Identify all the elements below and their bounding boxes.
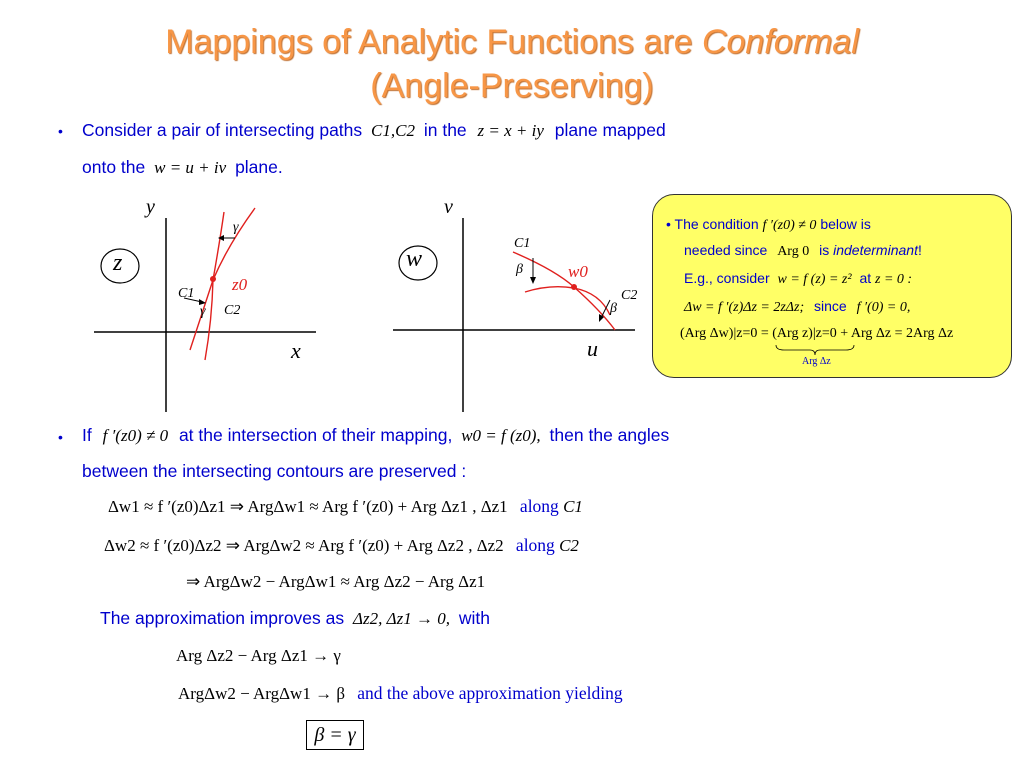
para1-text4: onto the: [82, 157, 146, 177]
eq2-along: along: [515, 535, 555, 555]
equation-1: [108, 496, 583, 517]
gamma-label-top: γ: [233, 220, 239, 235]
note-l3b: w = f (z) = z²: [777, 272, 852, 287]
w-c1-label: C1: [514, 236, 531, 251]
para1-text5: plane.: [235, 157, 283, 177]
note-line-1: [666, 216, 871, 234]
eq1-math: Δw1 ≈ f ′(z0)Δz1 ⇒ ArgΔw1 ≈ Arg f ′(z0) + Arg Δz1 , Δz1: [108, 497, 508, 516]
approx-line: [100, 608, 490, 629]
note-l3c: at: [859, 270, 872, 286]
eq1-c: C1: [563, 497, 583, 516]
z0-label: z0: [232, 275, 248, 294]
eq1-along: along: [519, 496, 559, 516]
title-text: Mappings of Analytic Functions are: [165, 23, 702, 61]
para1-text1: Consider a pair of intersecting paths: [82, 120, 363, 140]
w0-point: [571, 284, 577, 290]
para2-text2: then the angles: [549, 425, 670, 445]
note-l3a: E.g., consider: [684, 270, 770, 286]
approx-a: The approximation improves as: [100, 608, 345, 628]
w0-label: w0: [568, 262, 588, 281]
z0-point: [210, 276, 216, 282]
curve-c1: [213, 212, 224, 280]
note-l2c: is: [819, 242, 830, 258]
z-axis-x-label: x: [291, 338, 301, 363]
underbrace: [774, 344, 856, 356]
approx-b: with: [458, 608, 490, 628]
note-l2b: Arg 0: [777, 244, 810, 259]
para1-line2: [82, 157, 283, 178]
beta-arrowhead-left: [530, 277, 536, 284]
title-line-1: [0, 20, 1024, 64]
note-l3d: z = 0 :: [875, 272, 913, 287]
para2-text1: at the intersection of their mapping,: [178, 425, 453, 445]
note-line-4: [684, 298, 910, 316]
beta-label-right: β: [610, 301, 617, 316]
title-line-2: (Angle-Preserving): [370, 67, 654, 105]
note-l6: Arg Δz: [802, 356, 831, 367]
equation-4: Arg Δz2 − Arg Δz1 → γ: [176, 646, 341, 665]
note-bullet: •: [666, 216, 671, 232]
title-italic: Conformal: [701, 23, 859, 61]
w-axis-v-label: v: [444, 196, 453, 218]
note-l1c: below is: [820, 216, 871, 232]
equation-2: [104, 535, 579, 556]
note-l2d: indeterminant: [833, 242, 918, 258]
eq2-c: C2: [559, 536, 579, 555]
z-c1-label: C1: [178, 286, 195, 301]
para1-text3: plane mapped: [554, 120, 666, 140]
bullet-1: •: [58, 123, 63, 139]
w-axis-u-label: u: [587, 336, 598, 361]
gamma-label-bottom: γ: [200, 304, 206, 319]
para2-w0eq: w0 = f (z0),: [461, 426, 541, 445]
para2-cond: f ′(z0) ≠ 0: [102, 426, 169, 445]
note-l4c: f ′(0) = 0,: [856, 300, 911, 315]
z-axis-y-label: y: [146, 196, 155, 218]
eq5-math: ArgΔw2 − ArgΔw1 → β: [178, 684, 345, 703]
z-badge-label: z: [113, 250, 123, 276]
w-curve-c2: [525, 287, 610, 315]
note-l4a: Δw = f ′(z)Δz = 2zΔz;: [684, 300, 805, 315]
eq5-text: and the above approximation yielding: [357, 683, 623, 703]
note-l1a: The condition: [674, 216, 759, 232]
bullet-2: •: [58, 429, 63, 445]
note-line-2: [684, 242, 922, 260]
z-equation: z = x + iy: [477, 121, 544, 140]
beta-label-left: β: [516, 262, 523, 277]
note-l2a: needed since: [684, 242, 768, 258]
note-l1b: f ′(z0) ≠ 0: [762, 218, 817, 233]
slide-title: [0, 20, 1024, 108]
note-l5: (Arg Δw)|z=0 = (Arg z)|z=0 + Arg Δz = 2Arg Δz: [680, 326, 954, 341]
note-line-3: [684, 270, 912, 288]
equation-5: [178, 683, 623, 704]
para2-line1: [82, 425, 669, 446]
approx-m: Δz2, Δz1 → 0,: [353, 609, 450, 628]
para1-text2: in the: [423, 120, 467, 140]
result-box: β = γ: [306, 720, 364, 750]
w-badge-label: w: [406, 246, 423, 272]
z-plane-figure: [80, 190, 320, 415]
w-c2-label: C2: [621, 288, 638, 303]
eq2-math: Δw2 ≈ f ′(z0)Δz2 ⇒ ArgΔw2 ≈ Arg f ′(z0) + Arg Δz2 , Δz2: [104, 536, 504, 555]
note-l4b: since: [814, 298, 847, 314]
para2-if: If: [82, 425, 92, 445]
paths-label: C1,C2: [371, 121, 415, 140]
w-equation: w = u + iv: [154, 158, 227, 177]
note-l2e: !: [917, 242, 922, 258]
para2-line2: between the intersecting contours are preserved :: [82, 461, 467, 481]
equation-3: ⇒ ArgΔw2 − ArgΔw1 ≈ Arg Δz2 − Arg Δz1: [186, 572, 486, 591]
z-c2-label: C2: [224, 303, 241, 318]
para1-line1: [82, 120, 666, 141]
